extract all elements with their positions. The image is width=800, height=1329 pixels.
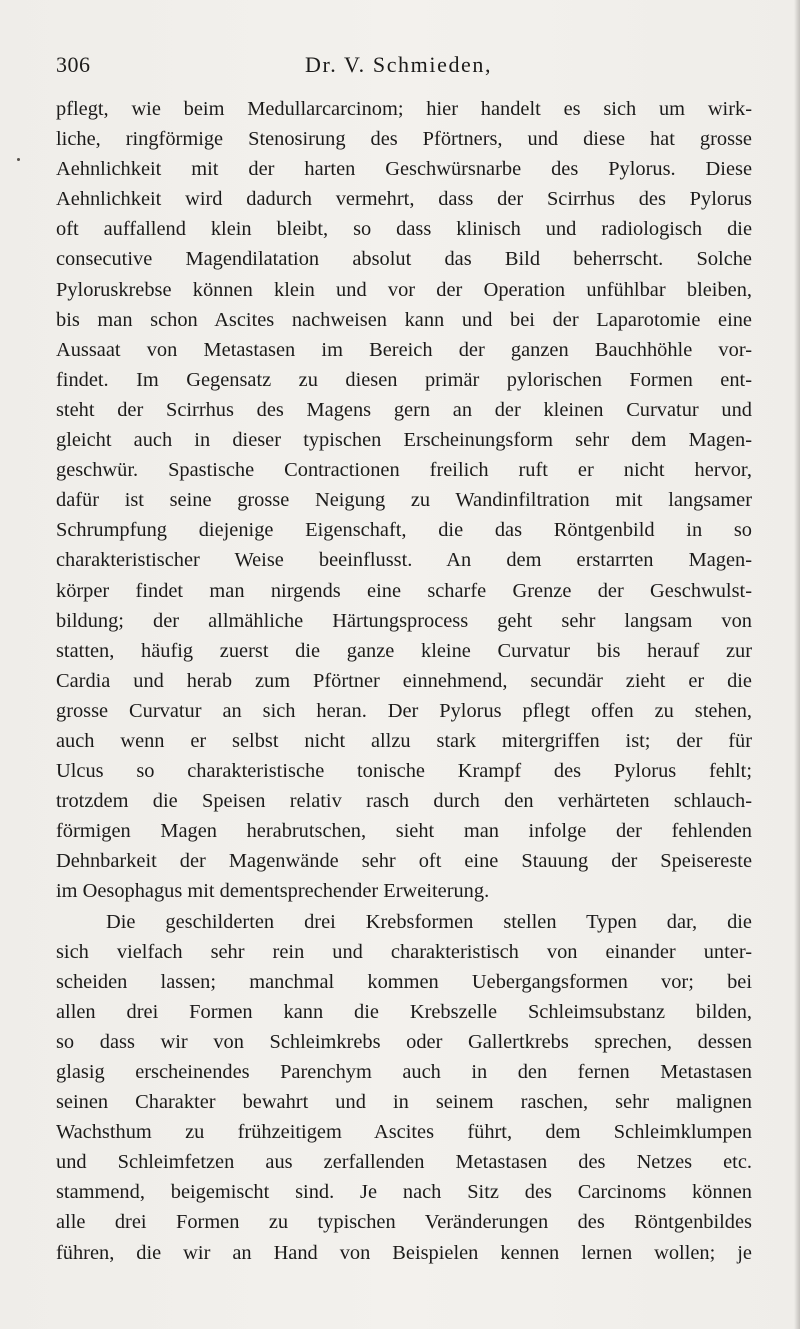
- text-line: Cardia und herab zum Pförtner einnehmend, secundär zieht er die: [56, 669, 752, 692]
- running-head: Dr. V. Schmieden,: [305, 52, 493, 77]
- text-line: geschwür. Spastische Contractionen freilich ruft er nicht hervor,: [56, 459, 752, 482]
- margin-speck: [17, 158, 20, 161]
- text-line: steht der Scirrhus des Magens gern an der kleinen Curvatur und: [56, 398, 752, 421]
- page-edge-shadow: [794, 0, 800, 1329]
- text-line: findet. Im Gegensatz zu diesen primär pylorischen Formen ent-: [56, 368, 752, 391]
- paragraph: [56, 907, 752, 1268]
- page-number: 306: [56, 52, 91, 77]
- text-line: Die geschilderten drei Krebsformen stellen Typen dar, die: [106, 910, 752, 933]
- text-line: förmigen Magen herabrutschen, sieht man infolge der fehlenden: [56, 820, 752, 843]
- text-line: Ulcus so charakteristische tonische Krampf des Pylorus fehlt;: [56, 760, 752, 783]
- page-header: [56, 52, 746, 86]
- paragraph: [56, 94, 752, 907]
- text-line: dafür ist seine grosse Neigung zu Wandinfiltration mit langsamer: [56, 489, 752, 512]
- text-line: consecutive Magendilatation absolut das Bild beherrscht. Solche: [56, 248, 752, 271]
- text-line: bis man schon Ascites nachweisen kann und bei der Laparotomie eine: [56, 308, 752, 331]
- text-line: grosse Curvatur an sich heran. Der Pylorus pflegt offen zu stehen,: [56, 699, 752, 722]
- text-line: glasig erscheinendes Parenchym auch in den fernen Metastasen: [56, 1061, 752, 1083]
- text-line: sich vielfach sehr rein und charakteristisch von einander unter-: [56, 940, 752, 963]
- text-line: Aehnlichkeit mit der harten Geschwürsnarbe des Pylorus. Diese: [56, 158, 752, 181]
- text-line: Schrumpfung diejenige Eigenschaft, die das Röntgenbild in so: [56, 519, 752, 542]
- text-line: so dass wir von Schleimkrebs oder Gallertkrebs sprechen, dessen: [56, 1030, 752, 1053]
- text-line: charakteristischer Weise beeinflusst. An dem erstarrten Magen-: [56, 549, 752, 572]
- text-line: auch wenn er selbst nicht allzu stark mitergriffen ist; der für: [56, 729, 752, 752]
- text-line: führen, die wir an Hand von Beispielen kennen lernen wollen; je: [56, 1241, 752, 1264]
- text-line: und Schleimfetzen aus zerfallenden Metastasen des Netzes etc.: [56, 1151, 752, 1174]
- text-line: oft auffallend klein bleibt, so dass klinisch und radiologisch die: [56, 218, 752, 241]
- text-line: gleicht auch in dieser typischen Erscheinungsform sehr dem Magen-: [56, 429, 752, 452]
- text-line: Aussaat von Metastasen im Bereich der ganzen Bauchhöhle vor-: [56, 338, 752, 361]
- text-line: liche, ringförmige Stenosirung des Pförtners, und diese hat grosse: [56, 128, 752, 151]
- text-line: statten, häufig zuerst die ganze kleine Curvatur bis herauf zur: [56, 639, 752, 662]
- text-line: pflegt, wie beim Medullarcarcinom; hier handelt es sich um wirk-: [56, 98, 752, 120]
- text-line: trotzdem die Speisen relativ rasch durch den verhärteten schlauch-: [56, 790, 752, 813]
- text-line: Dehnbarkeit der Magenwände sehr oft eine Stauung der Speisereste: [56, 850, 752, 873]
- text-line: stammend, beigemischt sind. Je nach Sitz des Carcinoms können: [56, 1181, 752, 1204]
- body-text: [56, 94, 752, 1268]
- text-line: alle drei Formen zu typischen Veränderungen des Röntgenbildes: [56, 1211, 752, 1234]
- text-line: bildung; der allmähliche Härtungsprocess geht sehr langsam von: [56, 609, 752, 632]
- text-line: allen drei Formen kann die Krebszelle Schleimsubstanz bilden,: [56, 1000, 752, 1023]
- text-line: Pyloruskrebse können klein und vor der Operation unfühlbar bleiben,: [56, 278, 752, 301]
- text-line: scheiden lassen; manchmal kommen Uebergangsformen vor; bei: [56, 970, 752, 993]
- text-line: im Oesophagus mit dementsprechender Erweiterung.: [56, 880, 490, 903]
- text-line: körper findet man nirgends eine scharfe Grenze der Geschwulst-: [56, 579, 752, 602]
- text-line: Aehnlichkeit wird dadurch vermehrt, dass der Scirrhus des Pylorus: [56, 188, 752, 211]
- text-line: Wachsthum zu frühzeitigem Ascites führt, dem Schleimklumpen: [56, 1121, 752, 1144]
- text-line: seinen Charakter bewahrt und in seinem raschen, sehr malignen: [56, 1091, 752, 1114]
